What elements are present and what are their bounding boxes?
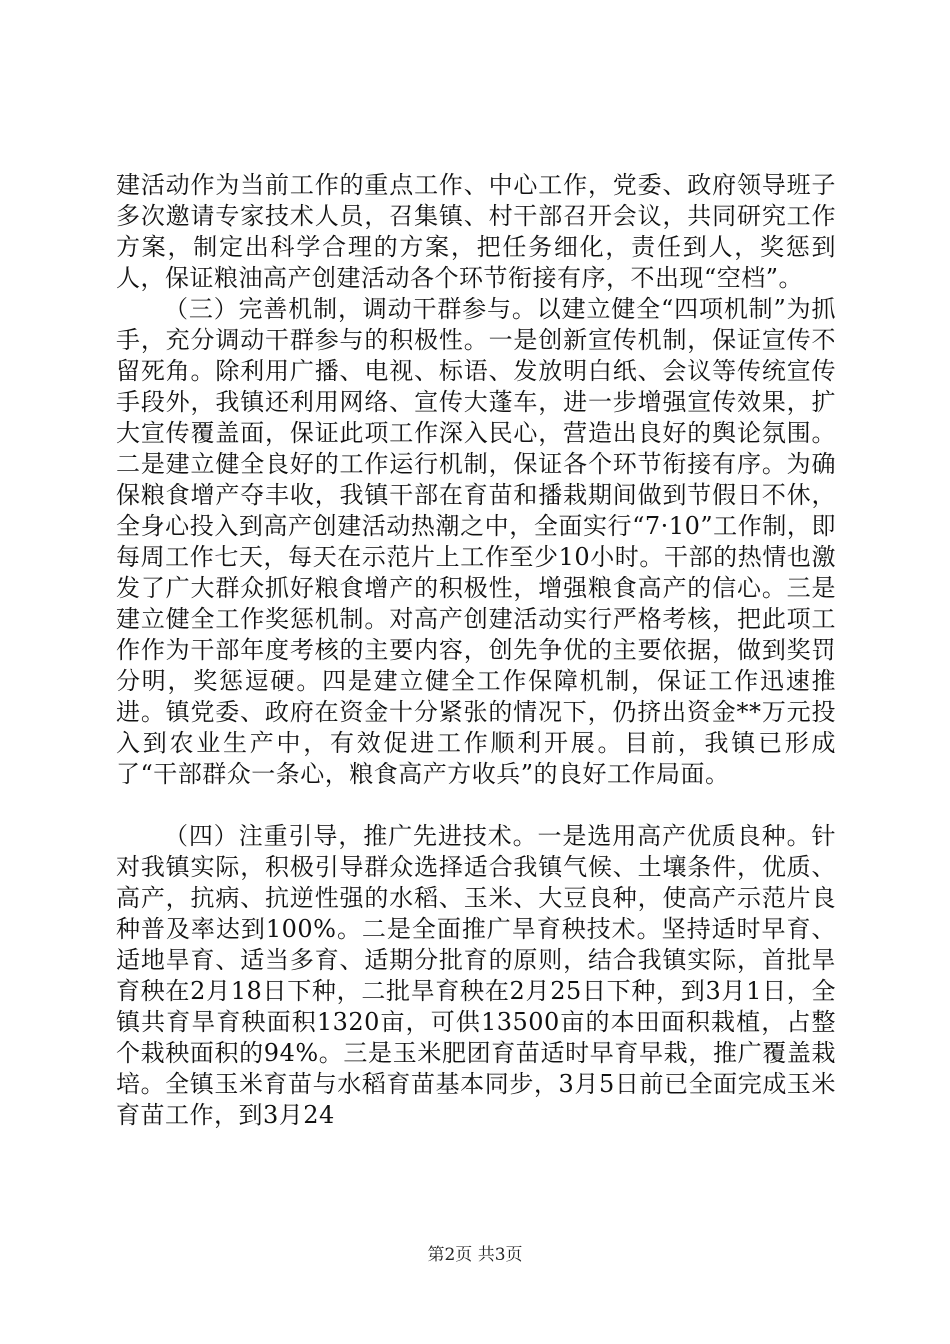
paragraph-section-four: （四）注重引导，推广先进技术。一是选用高产优质良种。针对我镇实际，积极引导群众选择适合我镇气候、土壤条件，优质、高产，抗病、抗逆性强的水稻、玉米、大豆良种，使高产示范片良种普及率达到100%。二是全面推广旱育秧技术。坚持适时早育、适地旱育、适当多育、适期分批育的原则，结合我镇实际，首批旱育秧在2月18日下种，二批旱育秧在2月25日下种，到3月1日，全镇共育旱育秧面积1320亩，可供13500亩的本田面积栽植，占整个栽秧面积的94%。三是玉米肥团育苗适时早育早栽，推广覆盖栽培。全镇玉米育苗与水稻育苗基本同步，3月5日前已全面完成玉米育苗工作，到3月24 <box>116 822 836 1129</box>
page-footer: 第2页 共3页 <box>427 1245 523 1265</box>
document-body <box>116 170 836 1131</box>
paragraph-section-three: （三）完善机制，调动干群参与。以建立健全“四项机制”为抓手，充分调动干群参与的积极性。一是创新宣传机制，保证宣传不留死角。除利用广播、电视、标语、发放明白纸、会议等传统宣传手段外，我镇还利用网络、宣传大蓬车，进一步增强宣传效果，扩大宣传覆盖面，保证此项工作深入民心，营造出良好的舆论氛围。二是建立健全良好的工作运行机制，保证各个环节衔接有序。为确保粮食增产夺丰收，我镇干部在育苗和播栽期间做到节假日不休，全身心投入到高产创建活动热潮之中，全面实行“7·10”工作制，即每周工作七天，每天在示范片上工作至少10小时。干部的热情也激发了广大群众抓好粮食增产的积极性，增强粮食高产的信心。三是建立健全工作奖惩机制。对高产创建活动实行严格考核，把此项工作作为干部年度考核的主要内容，创先争优的主要依据，做到奖罚分明，奖惩逗硬。四是建立健全工作保障机制，保证工作迅速推进。镇党委、政府在资金十分紧张的情况下，仍挤出资金**万元投入到农业生产中，有效促进工作顺利开展。目前，我镇已形成了“干部群众一条心，粮食高产方收兵”的良好工作局面。 <box>116 295 836 788</box>
paragraph-continuation: 建活动作为当前工作的重点工作、中心工作，党委、政府领导班子多次邀请专家技术人员，召集镇、村干部召开会议，共同研究工作方案，制定出科学合理的方案，把任务细化，责任到人，奖惩到人，保证粮油高产创建活动各个环节衔接有序，不出现“空档”。 <box>116 171 836 292</box>
